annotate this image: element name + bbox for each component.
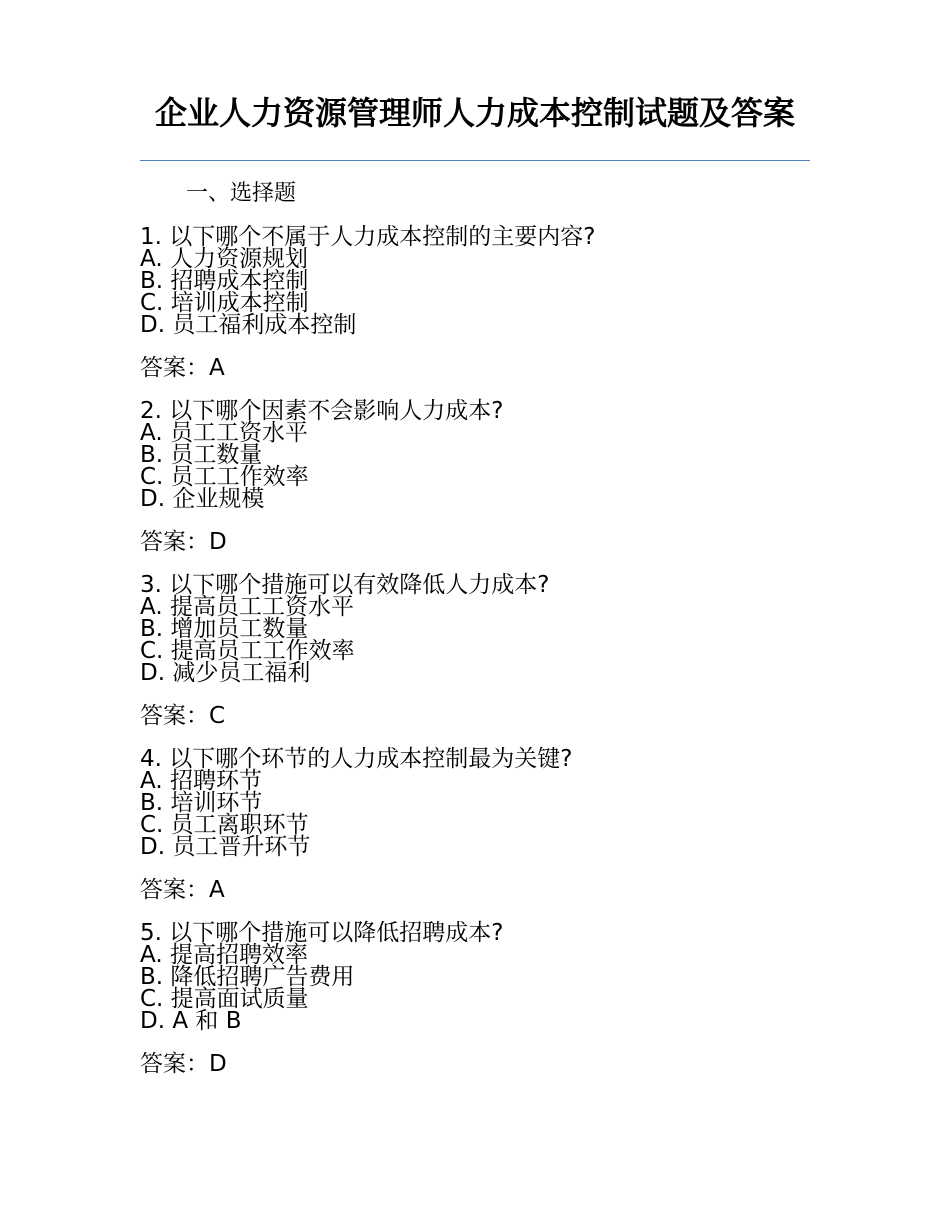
option-b: B. 招聘成本控制 — [140, 268, 309, 294]
option-c: C. 员工工作效率 — [140, 464, 309, 490]
question-text: 1. 以下哪个不属于人力成本控制的主要内容? — [140, 224, 596, 250]
option-a: A. 人力资源规划 — [140, 246, 308, 272]
answer: 答案：A — [140, 877, 225, 903]
answer: 答案：D — [140, 1051, 227, 1077]
question-text: 2. 以下哪个因素不会影响人力成本? — [140, 398, 504, 424]
question-5 — [140, 922, 820, 1078]
option-b: B. 培训环节 — [140, 790, 263, 816]
option-c: C. 提高员工工作效率 — [140, 638, 355, 664]
question-1 — [140, 226, 820, 382]
option-a: A. 招聘环节 — [140, 768, 262, 794]
question-list — [140, 226, 820, 1096]
option-c: C. 提高面试质量 — [140, 986, 309, 1012]
option-b: B. 降低招聘广告费用 — [140, 964, 355, 990]
option-c: C. 员工离职环节 — [140, 812, 309, 838]
option-b: B. 增加员工数量 — [140, 616, 309, 642]
option-d: D. 员工晋升环节 — [140, 834, 311, 860]
question-text: 4. 以下哪个环节的人力成本控制最为关键? — [140, 746, 573, 772]
option-b: B. 员工数量 — [140, 442, 263, 468]
question-3 — [140, 574, 820, 730]
option-d: D. 员工福利成本控制 — [140, 312, 357, 338]
document-title: 企业人力资源管理师人力成本控制试题及答案 — [154, 94, 795, 132]
option-a: A. 提高招聘效率 — [140, 942, 308, 968]
option-a: A. 提高员工工资水平 — [140, 594, 354, 620]
answer: 答案：D — [140, 529, 227, 555]
option-d: D. 企业规模 — [140, 486, 265, 512]
option-d: D. 减少员工福利 — [140, 660, 311, 686]
answer: 答案：A — [140, 355, 225, 381]
question-4 — [140, 748, 820, 904]
question-text: 3. 以下哪个措施可以有效降低人力成本? — [140, 572, 550, 598]
option-d: D. A 和 B — [140, 1008, 242, 1034]
question-text: 5. 以下哪个措施可以降低招聘成本? — [140, 920, 504, 946]
section-heading: 一、选择题 — [186, 181, 297, 206]
answer: 答案：C — [140, 703, 226, 729]
option-c: C. 培训成本控制 — [140, 290, 309, 316]
title-underline — [140, 160, 810, 161]
option-a: A. 员工工资水平 — [140, 420, 308, 446]
question-2 — [140, 400, 820, 556]
